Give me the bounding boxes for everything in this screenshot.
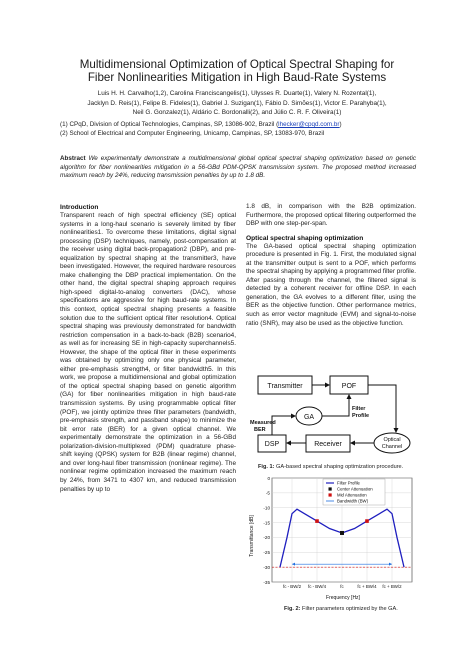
authors-line-3: Neil G. Gonzalez(1), Aldário C. Bordonalli(2), and Júlio C. R. F. Oliveira(1) — [132, 109, 342, 116]
affiliation-1 — [60, 121, 440, 130]
pof-to-channel-arrow — [368, 385, 396, 432]
channel-label-2: Channel — [381, 444, 403, 450]
x-tick-label: fc - BW/4 — [307, 584, 327, 589]
center-attenuation-marker — [340, 531, 344, 535]
mid-attenuation-marker — [365, 519, 369, 523]
x-axis-title: Frequency [Hz] — [326, 595, 360, 601]
legend-entry: Center Attenuation — [337, 486, 373, 492]
y-tick-label: -15 — [263, 520, 270, 526]
right-column — [246, 203, 416, 328]
intro-continuation: 1.8 dB, in comparison with the B2B optimization. Furthermore, the proposed optical filtering outperformed the DBP with one step-per-span. — [246, 203, 416, 228]
plot-area — [263, 476, 412, 589]
fig2-filter-chart — [246, 474, 416, 602]
legend-entry: Filter Profile — [337, 480, 360, 486]
transmitter-label: Transmitter — [267, 383, 303, 390]
filter-profile-label-1: Filter — [352, 406, 366, 412]
affiliation-1-close: ) — [339, 121, 342, 128]
y-tick-label: -5 — [265, 490, 270, 496]
optical-channel-block — [374, 433, 410, 453]
filter-profile-label-2: Profile — [352, 413, 370, 419]
measured-ber-label-2: BER — [254, 427, 266, 433]
legend-entry: Mid Attenuation — [337, 492, 367, 498]
affiliations — [60, 121, 440, 139]
fig1-caption-label: Fig. 1: — [258, 464, 275, 470]
intro-paragraph: Transparent reach of high spectral efficiency (SE) optical systems in a long-haul scenario is severely limited by fiber nonlinearities1. To overcome these limitations, digital signal processing (DSP) techniques, namely, post-compensation at the receiver using digital back-propagation2 (DBP), and pre-equalization by spectral shaping at the transmitter3, have been investigated. However, the required hardware resources make challenging the DBP practical implementation. On the other hand, the digital spectral shaping approach requires high-speed digital-to-analog converters (DAC), whose specifications are aggressive for high baud-rate systems. In this context, optical spectral shaping presents a feasible solution due to the sufficient optical filter resolution4. Optical spectral shaping was previously demonstrated for bandwidth restriction compensation in a back-to-back (B2B) scenario4, as well as for increasing SE in high-capacity superchannels5. However, the shape of the optical filter in these experiments was obtained by optimizing only one physical parameter, either pre-emphasis strength4, or filter bandwidth5. In this work, we propose a multidimensional and global optimization of the optical spectral shaping based on genetic algorithm (GA) for fiber nonlinearities mitigation in high baud-rate transmission systems. By using programmable optical filter (POF), we jointly optimize three filter parameters (bandwidth, pre-emphasis strength, and passband shape) to minimize the bit error rate (BER) for a given optical channel. We experimentally demonstrate the optimization in a 56-GBd polarization-division-multiplexed (PDM) quadrature phase-shift keying (QPSK) system for B2B (linear regime) channel, and over long-haul fiber transmission (nonlinear regime). The nonlinear regime optimization increased the maximum reach by 24%, from 3471 to 4307 km, and reduced transmission penalties by up to — [60, 212, 236, 493]
intro-heading: Introduction — [60, 204, 99, 211]
section-heading-spectral-shaping: Optical spectral shaping optimization — [246, 234, 364, 242]
legend-swatch-marker — [329, 493, 332, 496]
y-tick-label: 0 — [267, 475, 270, 481]
x-tick-label: fc + BW/2 — [382, 584, 402, 589]
legend-swatch-marker — [329, 487, 332, 490]
y-tick-label: -20 — [263, 535, 270, 541]
left-column — [60, 203, 236, 494]
y-axis-title: Transmittance [dB] — [249, 515, 255, 557]
fig2-caption — [284, 605, 424, 613]
authors-line-1: Luis H. H. Carvalho(1,2), Carolina Franciscangelis(1), Ulysses R. Duarte(1), Valery N. Rozental(1), — [97, 90, 377, 97]
fig2-caption-text: Filter parameters optimized by the GA. — [302, 606, 398, 612]
fig2-caption-label: Fig. 2: — [284, 606, 301, 612]
channel-label-1: Optical — [383, 437, 401, 443]
mid-attenuation-marker — [315, 519, 319, 523]
affiliation-1-text: (1) CPqD, Division of Optical Technologies, Campinas, SP, 13086-902, Brazil ( — [60, 121, 279, 128]
y-tick-label: -30 — [263, 564, 270, 570]
x-tick-label: fc - BW/2 — [282, 584, 302, 589]
affiliation-2: (2) School of Electrical and Computer Engineering, Unicamp, Campinas, SP, 13083-970, Brazil — [60, 129, 325, 137]
paper-title — [0, 58, 474, 84]
fig1-block-diagram — [246, 372, 416, 462]
measured-ber-label-1: Measured — [250, 420, 276, 426]
y-tick-label: -25 — [263, 550, 270, 556]
receiver-label: Receiver — [314, 441, 342, 448]
fig1-caption-text: GA-based spectral shaping optimization procedure. — [276, 464, 404, 470]
y-tick-label: -10 — [263, 505, 270, 511]
y-tick-label: -35 — [263, 579, 270, 585]
ga-to-pof-arrow — [322, 395, 349, 416]
abstract-text: We experimentally demonstrate a multidimensional global optical spectral shaping optimization based on genetic algorithm for fiber nonlinearities mitigation in a 56-GBd PDM-QPSK transmission system. The proposed method increased maximum reach by 24%, reducing transmission penalties by up to 1.8 dB. — [60, 155, 416, 180]
legend-entry: Bandwidth (BW) — [337, 498, 369, 504]
title-line-1: Multidimensional Optimization of Optical Spectral Shaping for — [79, 58, 395, 71]
abstract-label: Abstract — [60, 155, 86, 162]
y-axis-title-group — [249, 515, 255, 557]
authors-line-2: Jacklyn D. Reis(1), Felipe B. Fideles(1), Gabriel J. Suzigan(1), Fábio D. Simões(1), Victor E. Parahyba(1), — [87, 99, 387, 107]
abstract — [60, 155, 416, 181]
dsp-label: DSP — [264, 441, 280, 448]
title-line-2: Fiber Nonlinearities Mitigation in High Baud-Rate Systems — [87, 71, 387, 84]
x-tick-label: fc — [340, 584, 344, 589]
pof-label: POF — [341, 383, 357, 390]
x-tick-label: fc + BW/4 — [357, 584, 377, 589]
fig1-caption — [258, 463, 428, 471]
author-list — [20, 89, 454, 118]
author-email-link[interactable]: lhecker@cpqd.com.br — [278, 121, 340, 128]
section-paragraph: The GA-based optical spectral shaping optimization procedure is presented in Fig. 1. First, the modulated signal at the transmitter output is sent to a POF, which performs the spectral shaping by applying a programmed filter profile. After passing through the channel, the filtered signal is detected by a coherent receiver for offline DSP. In each generation, the GA evolves to a different filter, using the BER as the objective function. Other performance metrics, such as error vector magnitude (EVM) and signal-to-noise ratio (SNR), may also be used as the objective function. — [246, 242, 416, 327]
ga-label: GA — [303, 414, 315, 421]
